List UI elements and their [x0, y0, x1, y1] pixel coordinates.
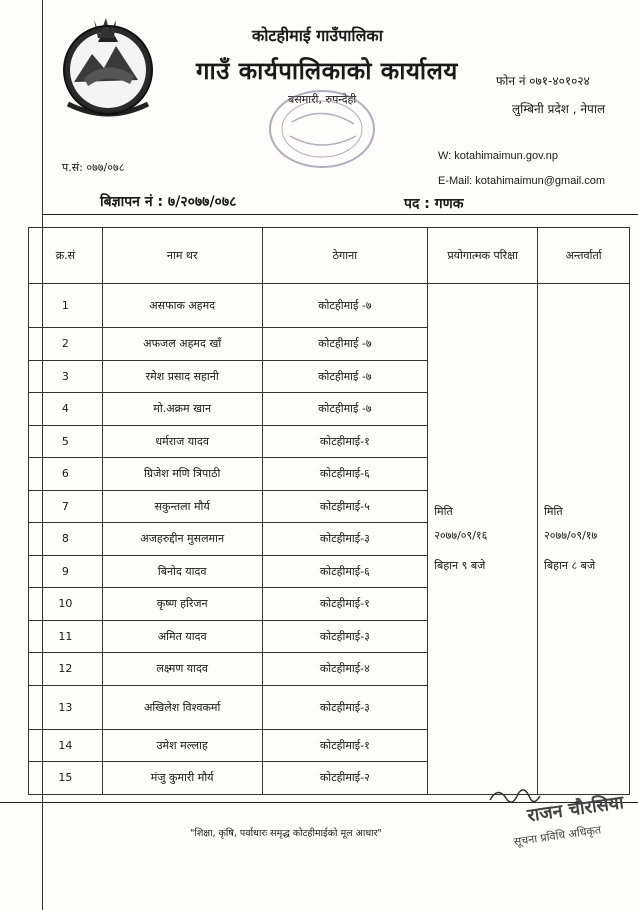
serial-cell: 9	[29, 555, 103, 588]
address-cell: कोटहीमाई-३	[262, 620, 428, 653]
name-cell: अमित यादव	[102, 620, 262, 653]
name-cell: अजहरुद्दीन मुसलमान	[102, 523, 262, 556]
serial-cell: 15	[29, 762, 103, 795]
interview-label: मिति	[544, 504, 563, 518]
col-interview-header: अन्तर्वार्ता	[538, 228, 630, 284]
name-cell: सकुन्तला मौर्य	[102, 490, 262, 523]
address-cell: कोटहीमाई-६	[262, 458, 428, 491]
address-cell: कोटहीमाई-४	[262, 653, 428, 686]
serial-cell: 7	[29, 490, 103, 523]
table-header-row	[29, 228, 630, 284]
address-cell: कोटहीमाई-६	[262, 555, 428, 588]
address-cell: कोटहीमाई-१	[262, 729, 428, 762]
practical-date: २०७७/०९/१६	[434, 528, 488, 542]
serial-cell: 1	[29, 284, 103, 328]
email-address: E-Mail: kotahimaimun@gmail.com	[438, 175, 606, 187]
address-cell: कोटहीमाई-५	[262, 490, 428, 523]
serial-cell: 14	[29, 729, 103, 762]
address-cell: कोटहीमाई-२	[262, 762, 428, 795]
name-cell: मो.अक्रम खान	[102, 393, 262, 426]
address-cell: कोटहीमाई-३	[262, 685, 428, 729]
signature-title: सूचना प्रविधि अधिकृत	[512, 823, 602, 848]
name-cell: बिनोद यादव	[102, 555, 262, 588]
office-name: गाउँ कार्यपालिकाको कार्यालय	[196, 57, 458, 85]
nepal-emblem-logo	[54, 12, 162, 124]
serial-cell: 8	[29, 523, 103, 556]
name-cell: उमेश मल्लाह	[102, 729, 262, 762]
col-address-header: ठेगाना	[262, 228, 428, 284]
serial-cell: 12	[29, 653, 103, 686]
address-cell: कोटहीमाई -७	[262, 284, 428, 328]
office-stamp	[262, 84, 382, 174]
serial-cell: 6	[29, 458, 103, 491]
col-practical-header: प्रयोगात्मक परिक्षा	[428, 228, 538, 284]
practical-label: मिति	[434, 504, 453, 518]
name-cell: धर्मराज यादव	[102, 425, 262, 458]
serial-cell: 5	[29, 425, 103, 458]
name-cell: मंजु कुमारी मौर्य	[102, 762, 262, 795]
name-cell: लक्ष्मण यादव	[102, 653, 262, 686]
name-cell: अखिलेश विश्वकर्मा	[102, 685, 262, 729]
reference-number: प.सं: ०७७/०७८	[62, 161, 125, 174]
serial-cell: 10	[29, 588, 103, 621]
address-cell: कोटहीमाई-३	[262, 523, 428, 556]
serial-cell: 2	[29, 328, 103, 361]
name-cell: अफजल अहमद खाँ	[102, 328, 262, 361]
name-cell: ग्रिजेश मणि त्रिपाठी	[102, 458, 262, 491]
candidate-table	[28, 227, 630, 795]
address-cell: कोटहीमाई -७	[262, 328, 428, 361]
serial-cell: 13	[29, 685, 103, 729]
interview-schedule-cell	[538, 284, 630, 795]
col-serial-header: क्र.सं	[29, 228, 103, 284]
officer-signature	[478, 778, 628, 848]
website: W: kotahimaimun.gov.np	[438, 150, 559, 162]
serial-cell: 11	[29, 620, 103, 653]
signature-name: राजन चौरसिया	[526, 792, 626, 827]
name-cell: रमेश प्रसाद सहानी	[102, 360, 262, 393]
col-name-header: नाम थर	[102, 228, 262, 284]
district-address: बसमारी, रुपन्देही	[288, 93, 357, 106]
header-divider	[42, 214, 638, 215]
municipality-name: कोटहीमाई गाउँपालिका	[252, 26, 383, 45]
address-cell: कोटहीमाई-१	[262, 425, 428, 458]
interview-time: बिहान ८ बजे	[544, 558, 596, 572]
serial-cell: 3	[29, 360, 103, 393]
name-cell: असफाक अहमद	[102, 284, 262, 328]
address-cell: कोटहीमाई-१	[262, 588, 428, 621]
candidate-rows	[29, 284, 630, 795]
footer-motto: "शिक्षा, कृषि, पर्वाधारः समृद्ध कोटहीमाईको मूल आधार"	[190, 828, 382, 839]
practical-time: बिहान ९ बजे	[434, 558, 486, 572]
interview-date: २०७७/०९/१७	[544, 528, 598, 542]
serial-cell: 4	[29, 393, 103, 426]
phone-number: फोन नं ०७१-४०१०२४	[496, 74, 590, 88]
table-row	[29, 284, 630, 328]
province-name: लुम्बिनी प्रदेश , नेपाल	[512, 102, 606, 116]
post-title: पद : गणक	[404, 196, 464, 212]
practical-schedule-cell	[428, 284, 538, 795]
address-cell: कोटहीमाई -७	[262, 393, 428, 426]
address-cell: कोटहीमाई -७	[262, 360, 428, 393]
advertisement-number: बिज्ञापन नं : ७/२०७७/०७८	[100, 194, 237, 210]
name-cell: कृष्ण हरिजन	[102, 588, 262, 621]
